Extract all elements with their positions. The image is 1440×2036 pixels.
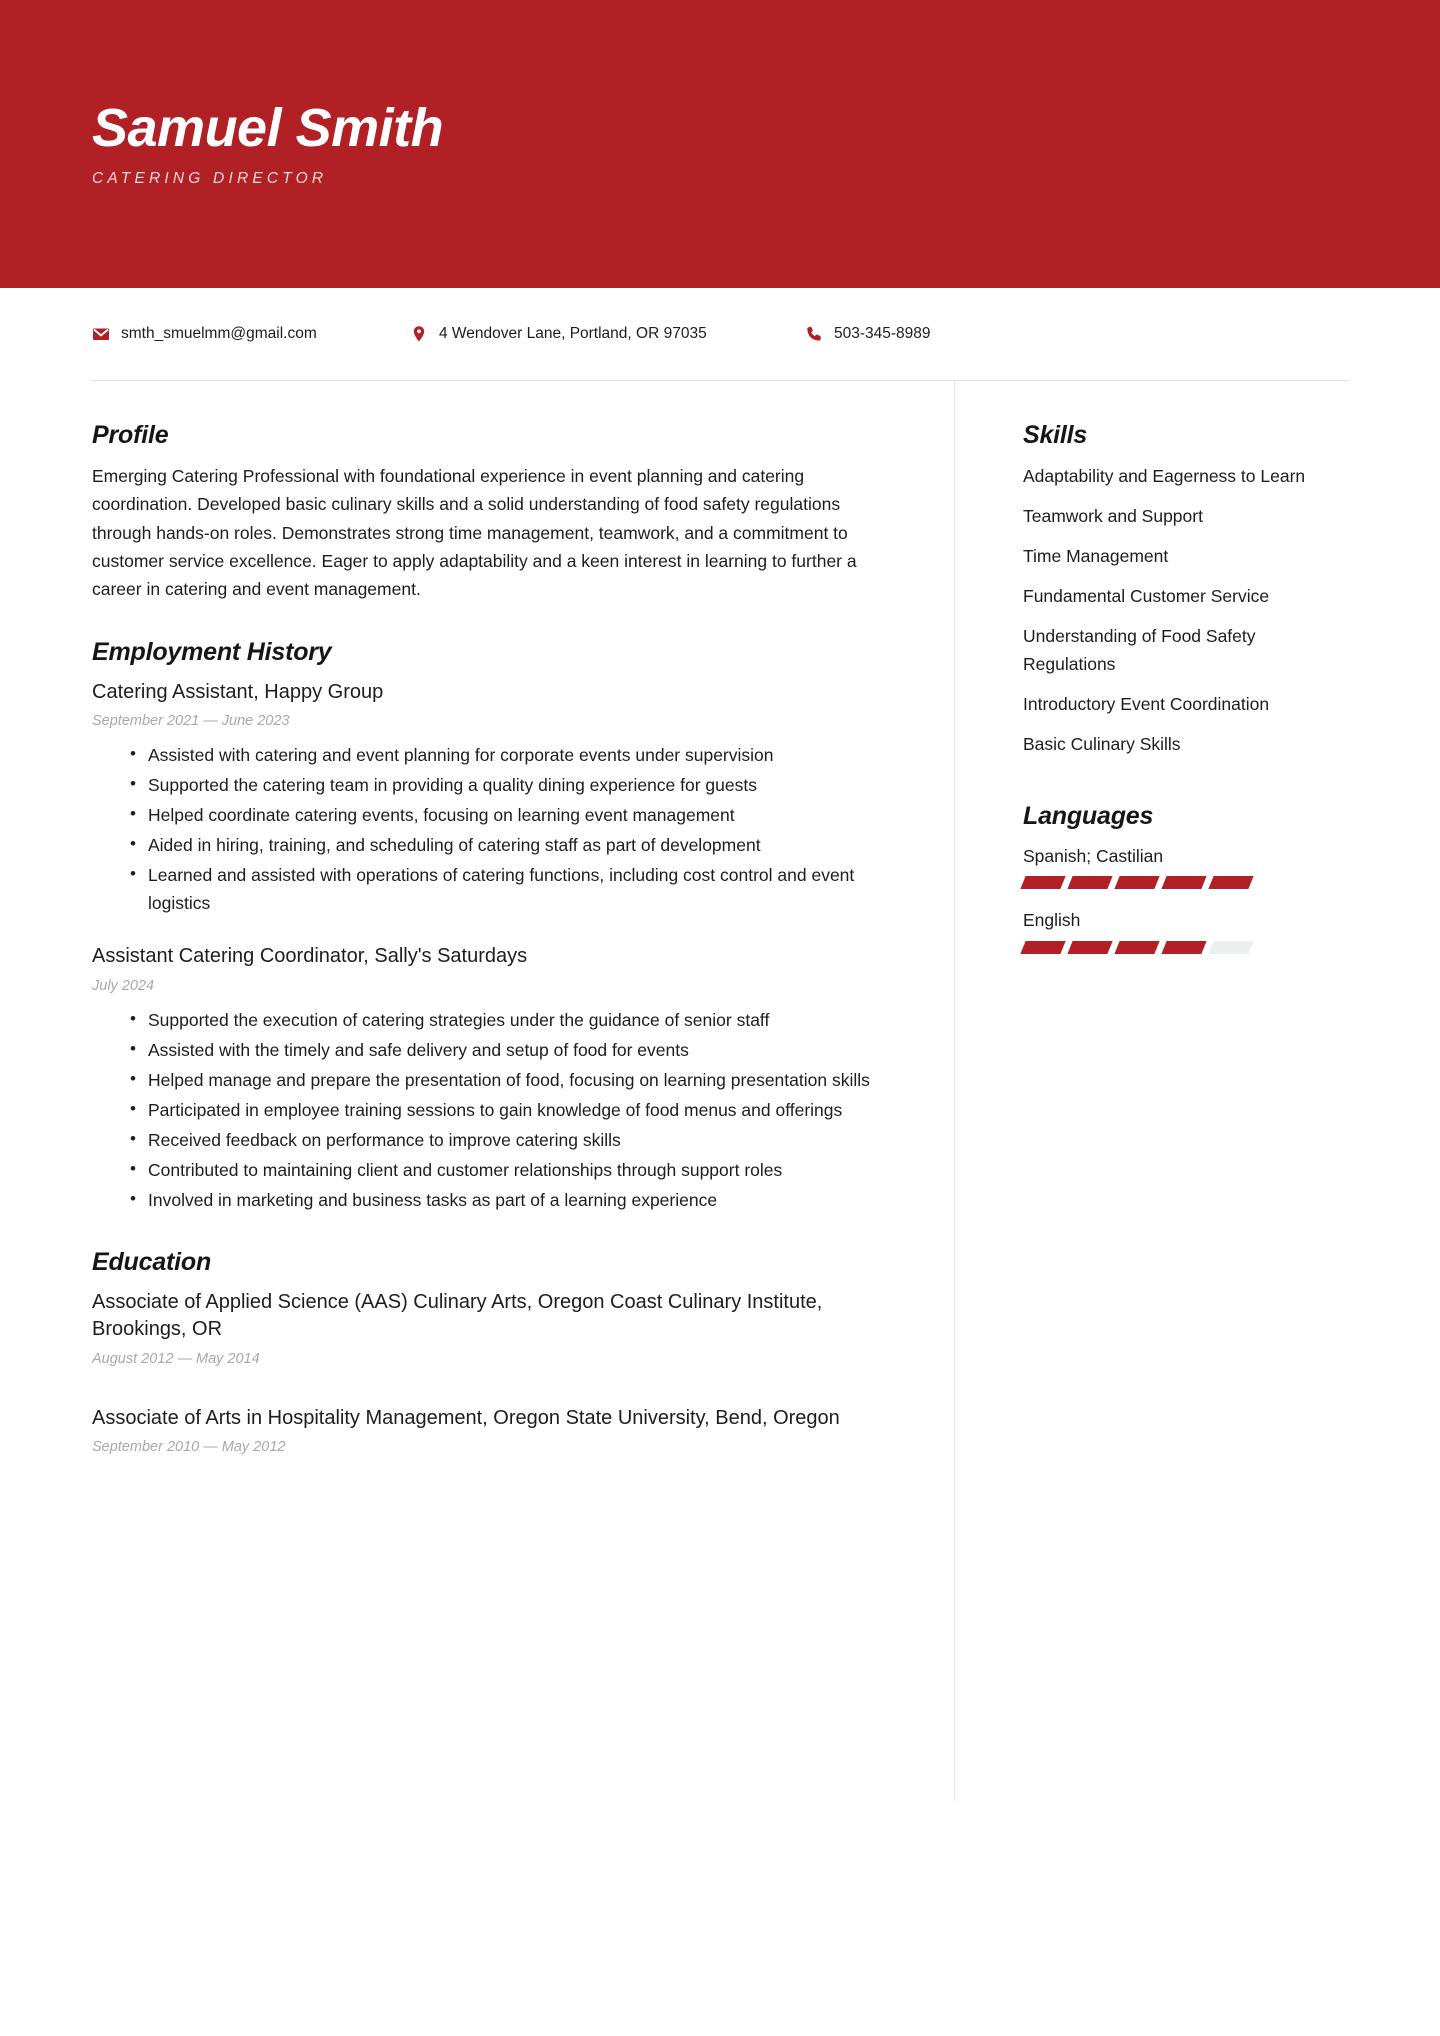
sidebar-column	[954, 381, 1348, 1801]
language-level-bar	[1023, 876, 1251, 889]
skills-heading: Skills	[1023, 421, 1088, 449]
list-item: • Helped manage and prepare the presentation of food, focusing on learning presentation skills	[130, 1066, 886, 1094]
skill-item: Adaptability and Eagerness to Learn	[1023, 466, 1306, 486]
list-item: • Received feedback on performance to improve catering skills	[130, 1126, 886, 1154]
language-name: Spanish; Castilian	[1023, 846, 1164, 866]
education-heading: Education	[92, 1247, 212, 1276]
contact-email[interactable]	[92, 325, 410, 343]
skill-item: Introductory Event Coordination	[1023, 694, 1270, 714]
section-employment-history	[92, 638, 886, 1214]
list-item: • Assisted with the timely and safe delivery and setup of food for events	[130, 1036, 886, 1064]
list-item: • Supported the catering team in providing a quality dining experience for guests	[130, 771, 886, 799]
section-education	[92, 1248, 886, 1457]
list-item: • Contributed to maintaining client and customer relationships through support roles	[130, 1156, 886, 1184]
profile-text: Emerging Catering Professional with foundational experience in event planning and catering coordination. Developed basic culinary skills and a solid understanding of food safety regulations through hands-on roles. Demonstrates strong time management, teamwork, and a commitment to customer service excellence. Eager to apply adaptability and a keen interest in learning to further a career in catering and event management.	[92, 466, 857, 600]
language-level-segment	[1114, 876, 1159, 889]
education-entry-date: September 2010 — May 2012	[92, 1439, 286, 1456]
skill-item: Understanding of Food Safety Regulations	[1023, 626, 1256, 674]
education-entry	[92, 1405, 886, 1457]
candidate-job-title: CATERING DIRECTOR	[92, 170, 328, 188]
language-level-segment	[1020, 876, 1065, 889]
contact-phone[interactable]	[805, 325, 931, 343]
employment-entry-date: September 2021 — June 2023	[92, 713, 290, 730]
language-level-segment	[1208, 876, 1253, 889]
skill-item: Teamwork and Support	[1023, 506, 1203, 526]
employment-entry-bullets	[92, 741, 886, 917]
envelope-icon	[92, 325, 110, 343]
employment-entry	[92, 679, 886, 917]
resume-header-banner	[0, 0, 1440, 288]
language-level-segment	[1067, 876, 1112, 889]
list-item: • Involved in marketing and business tasks as part of a learning experience	[130, 1186, 886, 1214]
profile-heading: Profile	[92, 421, 169, 449]
language-level-bar	[1023, 941, 1251, 954]
employment-heading: Employment History	[92, 637, 332, 666]
map-pin-icon	[410, 325, 428, 343]
employment-entry-date: July 2024	[92, 977, 155, 994]
list-item: • Learned and assisted with operations of catering functions, including cost control and event logistics	[130, 861, 886, 917]
phone-icon	[805, 325, 823, 343]
contact-address-value: 4 Wendover Lane, Portland, OR 97035	[439, 325, 707, 342]
resume-body	[0, 381, 1440, 1801]
languages-heading: Languages	[1023, 802, 1154, 830]
employment-entry-bullets	[92, 1006, 886, 1214]
skill-item: Fundamental Customer Service	[1023, 586, 1270, 606]
employment-entry-title: Assistant Catering Coordinator, Sally's Saturdays	[92, 945, 528, 968]
education-entry-title: Associate of Applied Science (AAS) Culinary Arts, Oregon Coast Culinary Institute, Brookings, OR	[92, 1290, 823, 1341]
language-level-segment	[1114, 941, 1159, 954]
list-item: • Helped coordinate catering events, focusing on learning event management	[130, 801, 886, 829]
language-entry	[1023, 843, 1348, 889]
contact-phone-value: 503-345-8989	[834, 325, 931, 342]
language-level-segment	[1161, 941, 1206, 954]
section-languages	[1023, 802, 1348, 954]
section-profile	[92, 421, 886, 604]
section-skills	[1023, 421, 1348, 758]
language-level-segment	[1161, 876, 1206, 889]
language-level-segment	[1067, 941, 1112, 954]
education-entry-date: August 2012 — May 2014	[92, 1350, 260, 1367]
skill-item: Time Management	[1023, 546, 1169, 566]
list-item: • Participated in employee training sessions to gain knowledge of food menus and offerings	[130, 1096, 886, 1124]
contact-bar	[0, 288, 1440, 380]
contact-address[interactable]	[410, 325, 805, 343]
contact-email-value: smth_smuelmm@gmail.com	[121, 325, 317, 342]
skill-item: Basic Culinary Skills	[1023, 734, 1181, 754]
language-name: English	[1023, 910, 1081, 931]
language-level-segment	[1020, 941, 1065, 954]
employment-entry	[92, 943, 886, 1213]
list-item: • Supported the execution of catering strategies under the guidance of senior staff	[130, 1006, 886, 1034]
main-column	[92, 381, 954, 1801]
education-entry-title: Associate of Arts in Hospitality Management, Oregon State University, Bend, Oregon	[92, 1406, 840, 1429]
list-item: • Aided in hiring, training, and scheduling of catering staff as part of development	[130, 831, 886, 859]
employment-entry-title: Catering Assistant, Happy Group	[92, 680, 384, 703]
list-item: • Assisted with catering and event planning for corporate events under supervision	[130, 741, 886, 769]
candidate-name: Samuel Smith	[92, 97, 444, 158]
education-entry	[92, 1289, 886, 1369]
language-level-segment	[1208, 941, 1253, 954]
language-entry	[1023, 907, 1348, 953]
